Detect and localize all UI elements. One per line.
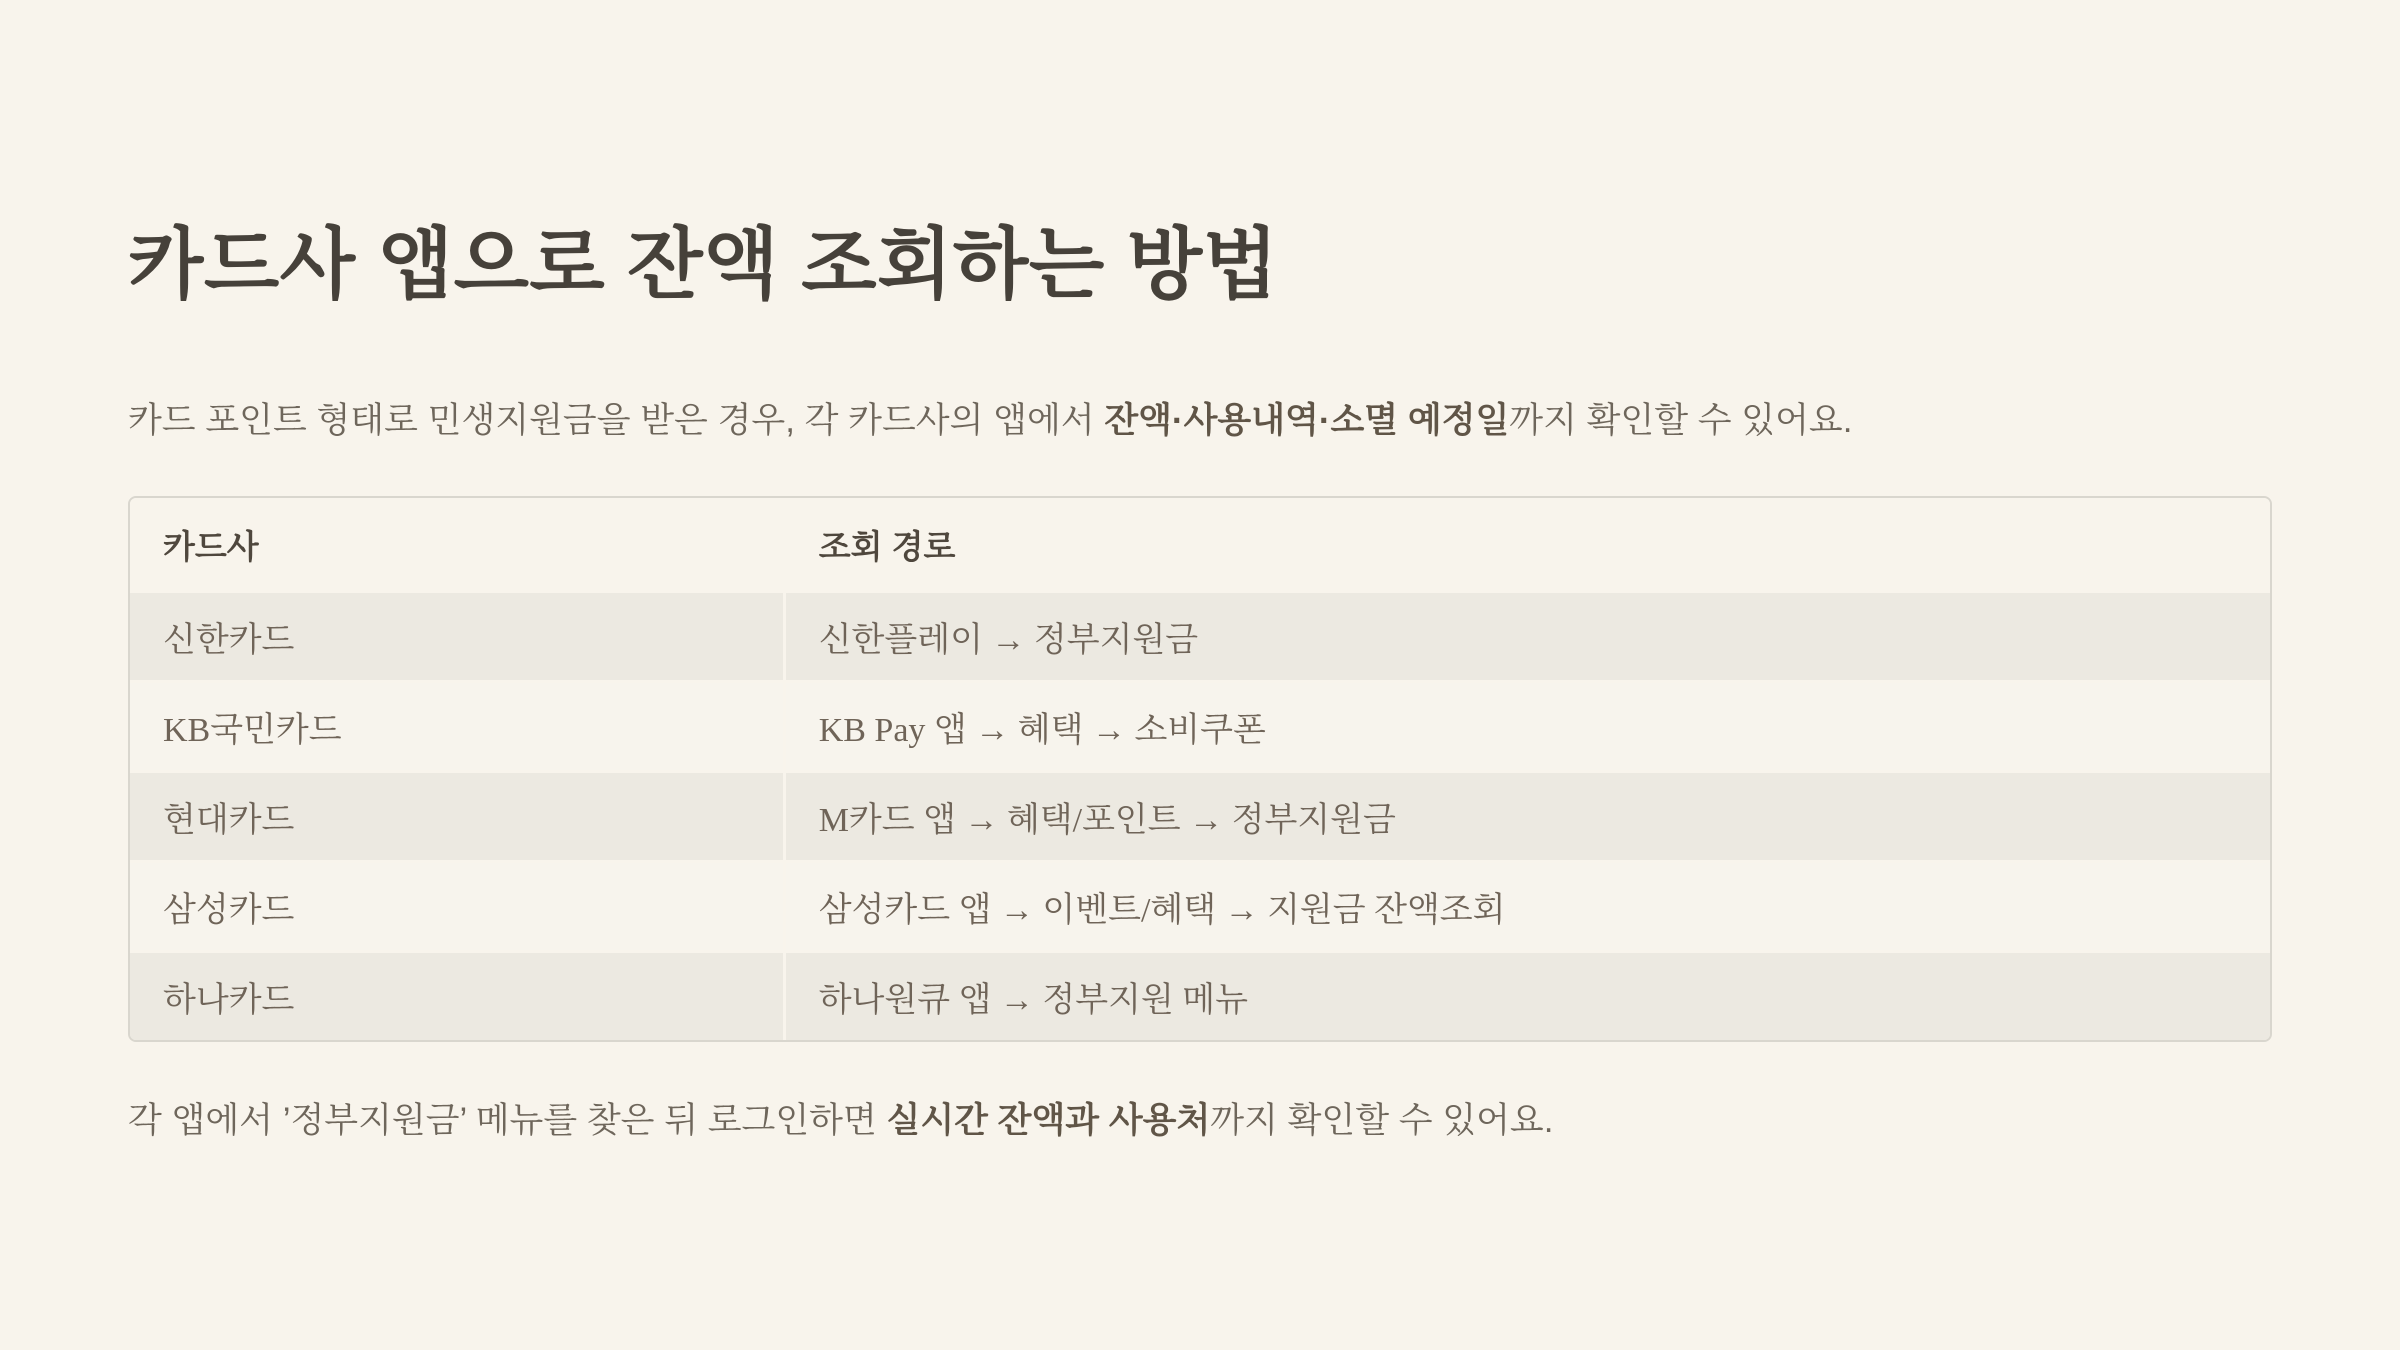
cell-lookup-path: M카드 앱 → 혜택/포인트 → 정부지원금 [783,770,2270,860]
intro-bold-text: 잔액·사용내역·소멸 예정일 [1104,400,1510,440]
table-row [130,860,2270,950]
outro-paragraph [128,1096,2272,1147]
card-lookup-table [130,498,2270,1040]
outro-bold-text: 실시간 잔액과 사용처 [886,1101,1211,1141]
intro-text-pre: 카드 포인트 형태로 민생지원금을 받은 경우, 각 카드사의 앱에서 [128,400,1105,440]
outro-text-post: 까지 확인할 수 있어요. [1210,1101,1554,1141]
table-row [130,590,2270,680]
cell-card-company: 현대카드 [130,770,783,860]
intro-text-post: 까지 확인할 수 있어요. [1509,400,1853,440]
table-row [130,950,2270,1040]
intro-paragraph [128,396,2272,447]
cell-lookup-path: 하나원큐 앱 → 정부지원 메뉴 [783,950,2270,1040]
card-lookup-table-frame [128,496,2272,1042]
cell-card-company: KB국민카드 [130,680,783,770]
cell-card-company: 하나카드 [130,950,783,1040]
table-row [130,770,2270,860]
column-header-lookup-path: 조회 경로 [783,498,2270,590]
cell-card-company: 신한카드 [130,590,783,680]
cell-lookup-path: 신한플레이 → 정부지원금 [783,590,2270,680]
cell-lookup-path: KB Pay 앱 → 혜택 → 소비쿠폰 [783,680,2270,770]
page-title: 카드사 앱으로 잔액 조회하는 방법 [128,220,1279,308]
table-row [130,680,2270,770]
cell-lookup-path: 삼성카드 앱 → 이벤트/혜택 → 지원금 잔액조회 [783,860,2270,950]
outro-text-pre: 각 앱에서 ’정부지원금’ 메뉴를 찾은 뒤 로그인하면 [128,1101,887,1141]
column-header-card-company: 카드사 [130,498,783,590]
cell-card-company: 삼성카드 [130,860,783,950]
table-header-row [130,498,2270,590]
